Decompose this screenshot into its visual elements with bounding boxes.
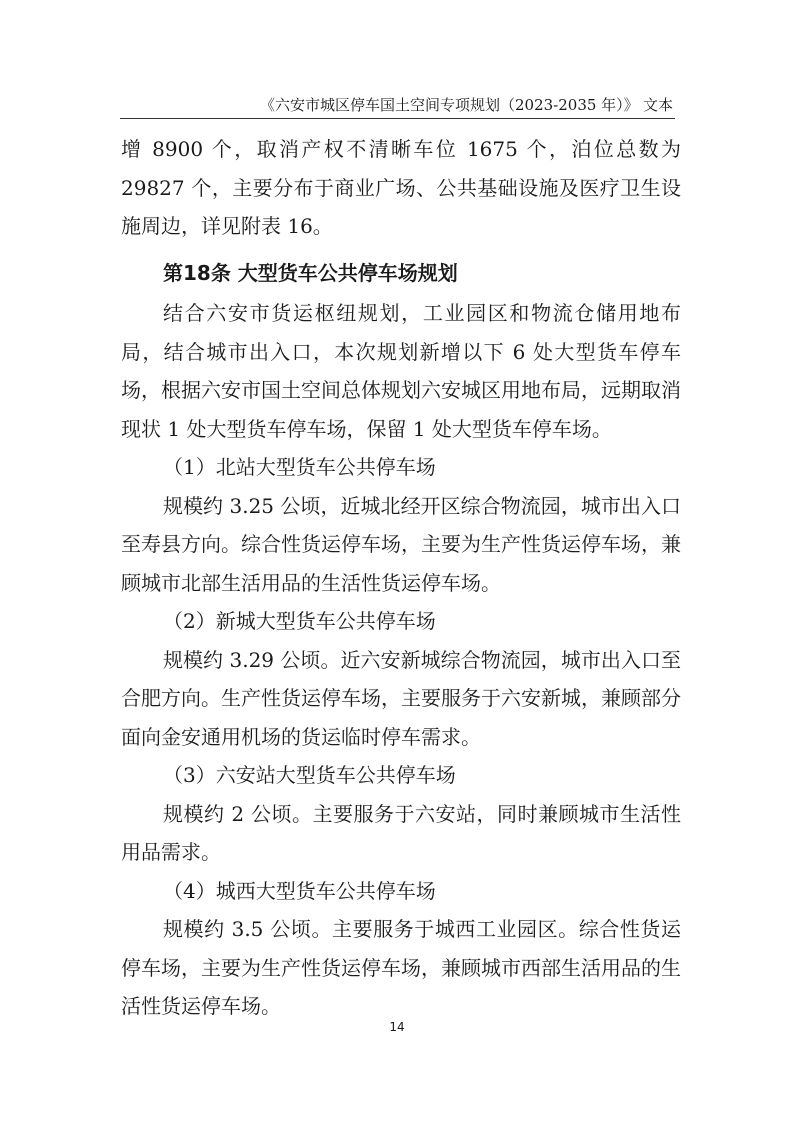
intro-paragraph: 结合六安市货运枢纽规划，工业园区和物流仓储用地布局，结合城市出入口，本次规划新增以下 6 处大型货车停车场，根据六安市国土空间总体规划六安城区用地布局，远期取消现状 1 处大型货车停车场，保留 1 处大型货车停车场。 — [121, 301, 681, 441]
section-heading: （3）六安站大型货车公共停车场 — [163, 763, 456, 787]
section-paragraph: 规模约 2 公顷。主要服务于六安站，同时兼顾城市生活性用品需求。 — [121, 801, 681, 864]
continued-paragraph: 增 8900 个，取消产权不清晰车位 1675 个，泊位总数为 29827 个，主要分布于商业广场、公共基础设施及医疗卫生设施周边，详见附表 16。 — [121, 137, 681, 238]
article-heading: 第18条 大型货车公共停车场规划 — [163, 260, 458, 285]
section-paragraph: 规模约 3.29 公顷。近六安新城综合物流园，城市出入口至合肥方向。生产性货运停车场，主要服务于六安新城，兼顾部分面向金安通用机场的货运临时停车需求。 — [121, 647, 681, 749]
document-title: 《六安市城区停车国土空间专项规划（2023-2035 年）》 — [260, 96, 639, 114]
section-heading: （1）北站大型货车公共停车场 — [163, 455, 436, 479]
page-number: 14 — [389, 1020, 405, 1034]
section-heading: （2）新城大型货车公共停车场 — [163, 609, 436, 633]
section-paragraph: 规模约 3.5 公顷。主要服务于城西工业园区。综合性货运停车场，主要为生产性货运停车场，兼顾城市西部生活用品的生活性货运停车场。 — [121, 917, 681, 1018]
section-heading: （4）城西大型货车公共停车场 — [163, 878, 436, 903]
section-paragraph: 规模约 3.25 公顷，近城北经开区综合物流园，城市出入口至寿县方向。综合性货运停车场，主要为生产性货运停车场，兼顾城市北部生活用品的生活性货运停车场。 — [121, 493, 681, 595]
page-body — [121, 130, 681, 1026]
page-header — [120, 92, 675, 119]
document-section-tag: 文本 — [642, 96, 673, 114]
